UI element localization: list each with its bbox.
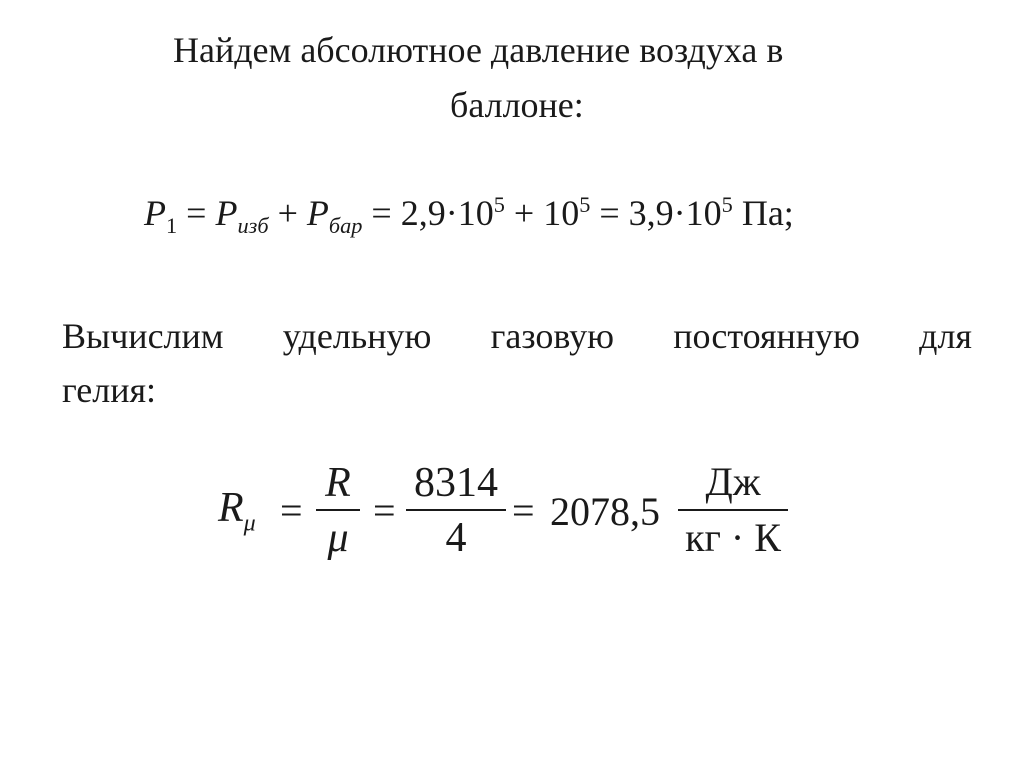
equals-sign-b: =	[373, 488, 396, 533]
r-symbol: R	[218, 485, 244, 531]
barometric-pressure-value: 10	[543, 193, 580, 233]
p-izb-subscript: изб	[237, 213, 269, 239]
fraction-4-denominator: 4	[445, 515, 467, 561]
pressure-unit: Па;	[741, 193, 794, 233]
fraction-r-numerator: R	[325, 460, 351, 506]
fraction-bar-1	[316, 509, 360, 511]
unit-numerator-joule: Дж	[705, 459, 761, 504]
gauge-pressure-value: 2,9·10	[400, 193, 494, 233]
paragraph-line-1-text: Вычислим удельную газовую постоянную для	[62, 316, 972, 356]
fraction-mu-denominator: μ	[327, 515, 349, 561]
fraction-bar-2	[406, 509, 506, 511]
pressure-equation	[144, 192, 794, 239]
r-subscript-mu: μ	[243, 510, 256, 537]
p-bar-symbol: P	[306, 193, 329, 233]
absolute-pressure-value: 3,9·10	[628, 193, 722, 233]
plus-sign-2: +	[513, 193, 535, 233]
equals-sign-c: =	[512, 488, 535, 533]
unit-fraction	[674, 459, 792, 560]
fraction-8314-over-4	[402, 462, 510, 559]
r-mu-symbol	[218, 485, 256, 537]
absolute-pressure-exponent: 5	[721, 192, 733, 217]
gas-constant-value: 2078,5	[550, 489, 660, 534]
unit-denominator-kg-kelvin: кг · К	[685, 515, 781, 560]
barometric-pressure-exponent: 5	[579, 192, 591, 217]
p1-subscript: 1	[166, 213, 178, 239]
plus-sign-1: +	[277, 193, 298, 233]
heading-line-2: баллоне:	[450, 85, 584, 125]
p1-symbol: P	[144, 193, 166, 233]
p-izb-symbol: P	[215, 193, 238, 233]
equals-sign-2: =	[371, 193, 392, 233]
equals-sign-3: =	[599, 193, 620, 233]
equals-sign-a: =	[280, 488, 303, 533]
paragraph-line-1	[62, 318, 972, 354]
heading-line-1: Найдем абсолютное давление воздуха в	[173, 30, 784, 70]
p-bar-subscript: бар	[328, 213, 363, 239]
fraction-8314-numerator: 8314	[414, 460, 498, 506]
fraction-r-over-mu	[313, 462, 363, 559]
gauge-pressure-exponent: 5	[493, 192, 505, 217]
equals-sign-1: =	[186, 193, 207, 233]
fraction-bar-3	[678, 509, 788, 511]
paragraph-line-2: гелия:	[62, 370, 157, 410]
